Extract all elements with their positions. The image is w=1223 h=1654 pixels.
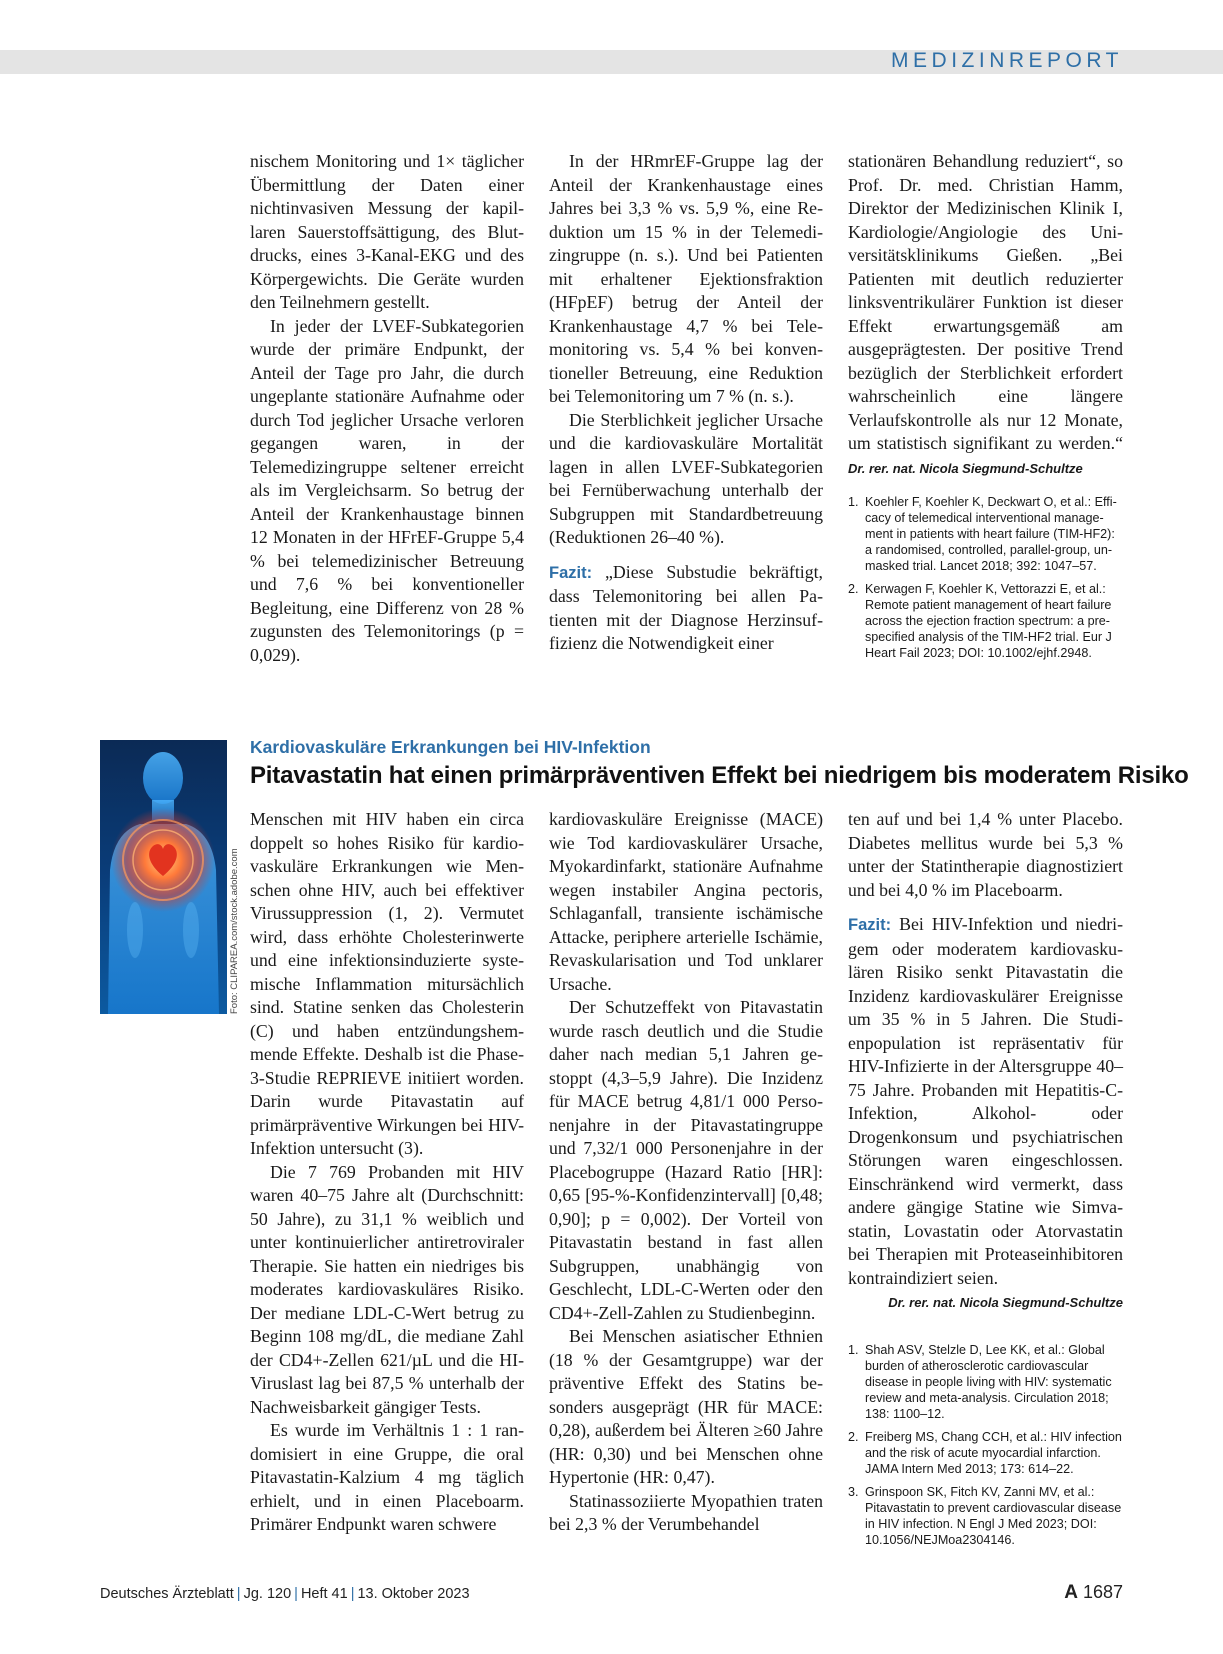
page-footer — [100, 1586, 470, 1602]
reference-item — [848, 581, 1123, 661]
paragraph: Die 7 769 Probanden mit HIV waren 40–75 Jahre alt (Durchschnitt: 50 Jahre), zu 31,1 % weiblich und unter kontinuierlicher antiretroviraler Therapie. Sie hatten ein niedriges bis moderates kardiovaskuläres Risiko. Der mediane LDL-C-Wert betrug zu Beginn 108 mg/dL, die mediane Zahl der CD4+-Zellen 621/µL und die HI-Viruslast lag bei 87,5 % unterhalb der Nachweisbarkeit gängiger Tests. — [250, 1161, 524, 1417]
reference-item — [848, 494, 1123, 574]
reference-number: 3. — [848, 1485, 859, 1499]
reference-text: Shah ASV, Stelzle D, Lee KK, et al.: Global burden of atherosclerotic cardiovascular disease in people living with HIV: systematic review and meta-analysis. Circulation 2018; 138: 1100–12. — [865, 1343, 1112, 1421]
photo-credit: Foto: CLIPAREA.com/stock.adobe.com — [229, 848, 240, 1014]
paragraph: In der HRmrEF-Gruppe lag der Anteil der Krankenhaustage eines Jahres bei 3,3 % vs. 5,9 %, eine Reduktion um 15 % in der Telemedizingruppe (n. s.). Und bei Patienten mit erhaltener Ejektionsfraktion (HFpEF) betrug der Anteil der Krankenhaustage 4,7 % bei Telemonitoring vs. 5,4 % bei konventioneller Betreuung, eine Reduktion bei Telemonitoring um 7 % (n. s.). — [549, 151, 823, 406]
reference-number: 1. — [848, 1343, 859, 1357]
top-column-2 — [549, 150, 823, 656]
reference-text: Freiberg MS, Chang CCH, et al.: HIV infection and the risk of acute myocardial infarction. JAMA Intern Med 2013; 173: 614–22. — [865, 1430, 1122, 1476]
reference-item — [848, 1429, 1123, 1477]
section-label: MEDIZINREPORT — [891, 49, 1123, 72]
paragraph: Menschen mit HIV haben ein circa doppelt so hohes Risiko für kardiovaskuläre Erkrankungen wie Menschen ohne HIV, auch bei effektiver Virussuppression (1, 2). Vermutet wird, dass erhöhte Cholesterinwerte und eine infektionsinduzierte systemische Inflammation mitursächlich sind. Statine senken das Cholesterin (C) und haben entzündungshemmende Effekte. Deshalb ist die Phase-3-Studie REPRIEVE initiiert worden. Darin wurde Pitavastatin auf primärpräventive Wirkungen bei HIV-Infektion untersucht (3). — [250, 809, 524, 1158]
reference-text: Koehler F, Koehler K, Deckwart O, et al.: Efficacy of telemedical interventional management in patients with heart failure (TIM-HF2): a randomised, controlled, parallel-group, unmasked trial. Lancet 2018; 392: 1047–57. — [865, 495, 1117, 573]
top-column-1 — [250, 150, 524, 667]
volume: Jg. 120 — [243, 1586, 292, 1602]
fazit-paragraph — [549, 561, 823, 656]
bottom-column-2 — [549, 808, 823, 1537]
separator: | — [236, 1586, 241, 1602]
reference-item — [848, 1484, 1123, 1548]
reference-number: 2. — [848, 582, 859, 596]
issue-date: 13. Oktober 2023 — [357, 1586, 470, 1602]
reference-text: Kerwagen F, Koehler K, Vettorazzi E, et al.: Remote patient management of heart failure across the ejection fraction spectrum: a prespecified analysis of the TIM-HF2 trial. Eur J Heart Fail 2023; DOI: 10.1002/ejhf.2948. — [865, 582, 1112, 660]
paragraph: nischem Monitoring und 1× täglicher Übermittlung der Daten einer nichtinvasiven Messung der kapillaren Sauerstoffsättigung, des Blutdrucks, eines 3-Kanal-EKG und des Körpergewichts. Die Geräte wurden den Teilnehmern gestellt. — [250, 151, 524, 312]
paragraph: kardiovaskuläre Ereignisse (MACE) wie Tod kardiovaskulärer Ursache, Myokardinfarkt, stationäre Aufnahme wegen instabiler Angina pectoris, Schlaganfall, transiente ischämische Attacke, periphere arterielle Ischämie, Revaskularisation und Tod unklarer Ursache. — [549, 809, 823, 994]
paragraph: In jeder der LVEF-Subkategorien wurde der primäre Endpunkt, der Anteil der Tage pro Jahr, die durch ungeplante stationäre Aufnahme oder durch Tod jeglicher Ursache verloren gegangen waren, in der Telemedizingruppe seltener erreicht als im Vergleichsarm. So betrug der Anteil der Krankenhaustage binnen 12 Monaten in der HFrEF-Gruppe 5,4 % bei telemedizinischer Betreuung und 7,6 % bei konventioneller Begleitung, eine Differenz von 28 % zugunsten des Telemonitorings (p = 0,029). — [250, 315, 524, 665]
author-line — [848, 1290, 1123, 1315]
fazit-text: „Diese Substudie bekräftigt, dass Telemonitoring bei allen Patienten mit der Diagnose Herzinsuffizienz die Notwendigkeit einer — [549, 561, 823, 653]
fazit-label: Fazit: — [848, 916, 892, 934]
reference-item — [848, 1342, 1123, 1422]
bottom-column-3 — [848, 808, 1123, 1315]
author-credit: Dr. rer. nat. Nicola Siegmund-Schultze — [848, 460, 1083, 476]
fazit-label: Fazit: — [549, 563, 593, 582]
issue: Heft 41 — [300, 1586, 348, 1602]
paragraph-text: stationären Behandlung reduziert“, so Prof. Dr. med. Christian Hamm, Direktor der Medizinischen Klinik I, Kardiologie/Angiologie des Universitätsklinikums Gießen. „Bei Patienten mit deutlich reduzierter linksventrikulärer Funktion ist dieser Effekt erwartungsgemäß am ausgeprägtesten. Der positive Trend bezüglich der Sterblichkeit erfordert wahrscheinlich eine längere Verlaufskontrolle als nur 12 Monate, um statistisch signifikant zu werden.“ — [848, 151, 1123, 453]
page-digits: 1687 — [1082, 1582, 1123, 1602]
bottom-references — [848, 1342, 1123, 1555]
fazit-text: Bei HIV-Infektion und niedrigem oder moderatem kardiovaskulären Risiko senkt Pitavastatin die Inzidenz kardiovaskulärer Ereignisse um 35 % in 5 Jahren. Die Studienpopulation ist repräsentativ für HIV-Infizierte in der Altersgruppe 40–75 Jahre. Probanden mit Hepatitis-C-Infektion, Alkohol- oder Drogenkonsum und psychiatrischen Störungen waren eingeschlossen. Einschränkend wird vermerkt, dass andere gängige Statine wie Simvastatin, Lovastatin oder Atorvastatin bei Therapien mit Proteaseinhibitoren kontraindiziert seien. — [848, 914, 1123, 1288]
paragraph: Die Sterblichkeit jeglicher Ursache und die kardiovaskuläre Mortalität lagen in allen LVEF-Subkategorien bei Fernüberwachung unterhalb der Subgruppen mit Standardbetreuung (Reduktionen 26–40 %). — [549, 409, 823, 547]
paragraph — [848, 150, 1123, 480]
paragraph: Statinassoziierte Myopathien traten bei 2,3 % der Verumbehandel — [549, 1490, 823, 1534]
article-kicker: Kardiovaskuläre Erkrankungen bei HIV-Infektion — [250, 737, 651, 757]
reference-number: 2. — [848, 1430, 859, 1444]
separator: | — [350, 1586, 355, 1602]
article-photo — [100, 740, 227, 1014]
bottom-column-1 — [250, 808, 524, 1537]
paragraph: Es wurde im Verhältnis 1 : 1 randomisiert in eine Gruppe, die oral Pitavastatin-Kalzium 4 mg täglich erhielt, und in einen Placeboarm. Primärer Endpunkt waren schwere — [250, 1420, 524, 1534]
reference-number: 1. — [848, 495, 859, 509]
page-number — [1064, 1582, 1123, 1604]
top-column-3 — [848, 150, 1123, 480]
paragraph: Bei Menschen asiatischer Ethnien (18 % der Gesamtgruppe) war der präventive Effekt des Statins besonders ausgeprägt (HR für MACE: 0,28), außerdem bei Älteren ≥60 Jahre (HR: 0,30) und bei Menschen ohne Hypertonie (HR: 0,47). — [549, 1326, 823, 1487]
separator: | — [294, 1586, 298, 1602]
top-references — [848, 494, 1123, 668]
fazit-paragraph — [848, 913, 1123, 1290]
journal-name: Deutsches Ärzteblatt — [100, 1586, 234, 1602]
paragraph: Der Schutzeffekt von Pitavastatin wurde rasch deutlich und die Studie daher nach median 5,1 Jahren gestoppt (4,3–5,9 Jahre). Die Inzidenz für MACE betrug 4,81/1 000 Personenjahre in der Pitavastatingruppe und 7,32/1 000 Personenjahre in der Placebogruppe (Hazard Ratio [HR]: 0,65 [95-%-Konfidenzintervall] [0,48; 0,90]; p = 0,002). Der Vorteil von Pitavastatin bestand in fast allen Subgruppen, unabhängig von Geschlecht, LDL-C-Werten oder den CD4+-Zell-Zahlen zu Studienbeginn. — [549, 997, 823, 1323]
article-headline: Pitavastatin hat einen primärpräventiven Effekt bei niedrigem bis moderatem Risiko — [250, 762, 1189, 789]
paragraph: ten auf und bei 1,4 % unter Placebo. Diabetes mellitus wurde bei 5,3 % unter der Statintherapie diagnostiziert und bei 4,0 % im Placeboarm. — [848, 809, 1123, 900]
page-letter: A — [1064, 1582, 1078, 1603]
author-credit: Dr. rer. nat. Nicola Siegmund-Schultze — [888, 1295, 1123, 1310]
reference-text: Grinspoon SK, Fitch KV, Zanni MV, et al.: Pitavastatin to prevent cardiovascular disease in HIV infection. N Engl J Med 2023; DOI: 10.1056/NEJMoa2304146. — [865, 1485, 1122, 1547]
